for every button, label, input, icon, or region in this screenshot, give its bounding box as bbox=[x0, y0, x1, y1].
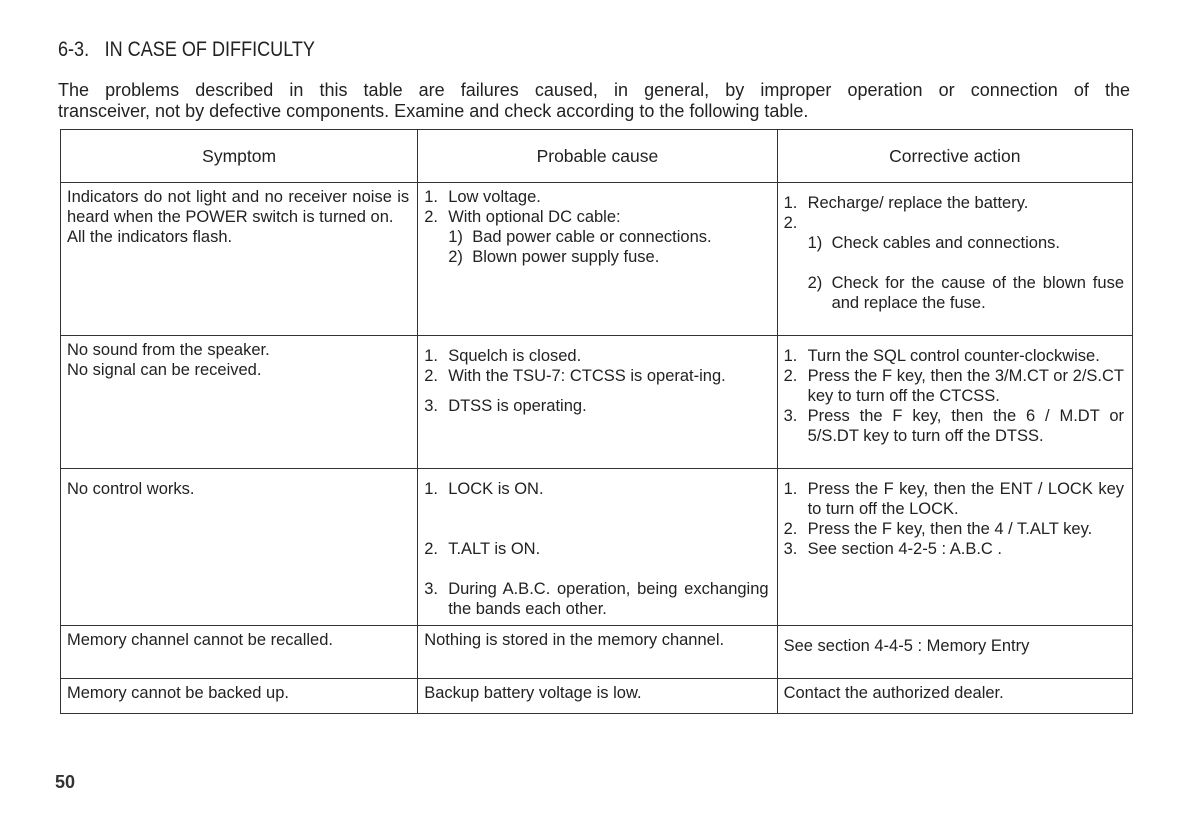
cause-cell bbox=[418, 183, 777, 336]
list-item: 2. With optional DC cable: bbox=[424, 208, 621, 226]
table-row bbox=[61, 626, 1133, 679]
symptom-cell bbox=[61, 183, 418, 336]
table-row bbox=[61, 336, 1133, 469]
action-cell bbox=[777, 679, 1132, 714]
symptom-text: Memory cannot be backed up. bbox=[67, 684, 289, 702]
page-number: 50 bbox=[55, 772, 76, 792]
section-heading bbox=[58, 38, 315, 62]
intro-line-2: transceiver, not by defective components. Examine and check according to the following table. bbox=[58, 101, 809, 121]
action-text: See section 4-4-5 : Memory Entry bbox=[783, 637, 1030, 655]
header-corrective-action: Corrective action bbox=[777, 130, 1132, 183]
sub-item: 2) Check for the cause of the blown fuse and replace the fuse. bbox=[807, 274, 1124, 312]
section-title: IN CASE OF DIFFICULTY bbox=[104, 38, 315, 61]
list-item: 3. Press the F key, then the 6 / M.DT or 5/S.DT key to turn off the DTSS. bbox=[783, 407, 1124, 445]
intro-paragraph bbox=[58, 80, 1130, 122]
troubleshooting-table bbox=[60, 129, 1133, 714]
list-item: 2. Press the F key, then the 3/M.CT or 2/S.CT key to turn off the CTCSS. bbox=[783, 367, 1124, 405]
action-cell bbox=[777, 469, 1132, 626]
symptom-cell bbox=[61, 336, 418, 469]
list-item: 1. Recharge/ replace the battery. bbox=[783, 194, 1029, 212]
symptom-cell bbox=[61, 469, 418, 626]
symptom-text: No control works. bbox=[67, 480, 195, 498]
action-text: Contact the authorized dealer. bbox=[783, 684, 1004, 702]
list-item: 1. Low voltage. bbox=[424, 188, 541, 206]
section-number: 6-3. bbox=[58, 38, 90, 61]
list-item: 2. Press the F key, then the 4 / T.ALT key. bbox=[783, 520, 1093, 538]
header-probable-cause: Probable cause bbox=[418, 130, 777, 183]
cause-cell bbox=[418, 626, 777, 679]
intro-line-1: The problems described in this table are failures caused, in general, by improper operation or connection of the bbox=[58, 80, 1130, 100]
list-item: 1. Turn the SQL control counter-clockwise. bbox=[783, 347, 1100, 365]
symptom-text: Memory channel cannot be recalled. bbox=[67, 631, 333, 649]
symptom-cell bbox=[61, 626, 418, 679]
symptom-text: Indicators do not light and no receiver noise is heard when the POWER switch is turned on. bbox=[67, 188, 410, 226]
cause-cell bbox=[418, 679, 777, 714]
cause-cell bbox=[418, 469, 777, 626]
cause-cell bbox=[418, 336, 777, 469]
action-cell bbox=[777, 626, 1132, 679]
symptom-text: No sound from the speaker. bbox=[67, 341, 270, 359]
list-item: 1. Press the F key, then the ENT / LOCK key to turn off the LOCK. bbox=[783, 480, 1124, 518]
list-item: 3. DTSS is operating. bbox=[424, 397, 587, 415]
list-item: 3. During A.B.C. operation, being exchanging the bands each other. bbox=[424, 580, 769, 618]
list-item: 2. bbox=[783, 214, 798, 232]
cause-text: Nothing is stored in the memory channel. bbox=[424, 631, 725, 649]
symptom-text: All the indicators flash. bbox=[67, 228, 233, 246]
sub-item: 2) Blown power supply fuse. bbox=[448, 248, 660, 266]
table-row bbox=[61, 469, 1133, 626]
symptom-cell bbox=[61, 679, 418, 714]
cause-text: Backup battery voltage is low. bbox=[424, 684, 642, 702]
list-item: 1. LOCK is ON. bbox=[424, 480, 544, 498]
table-row bbox=[61, 183, 1133, 336]
list-item: 1. Squelch is closed. bbox=[424, 347, 582, 365]
list-item: 3. See section 4-2-5 : A.B.C . bbox=[783, 540, 1003, 558]
symptom-text: No signal can be received. bbox=[67, 361, 262, 379]
table-header-row bbox=[61, 130, 1133, 183]
sub-item: 1) Bad power cable or connections. bbox=[448, 228, 712, 246]
table-row bbox=[61, 679, 1133, 714]
list-item: 2. With the TSU-7: CTCSS is operat-ing. bbox=[424, 367, 726, 385]
list-item: 2. T.ALT is ON. bbox=[424, 540, 541, 558]
action-cell bbox=[777, 183, 1132, 336]
action-cell bbox=[777, 336, 1132, 469]
header-symptom: Symptom bbox=[61, 130, 418, 183]
sub-item: 1) Check cables and connections. bbox=[807, 234, 1060, 252]
